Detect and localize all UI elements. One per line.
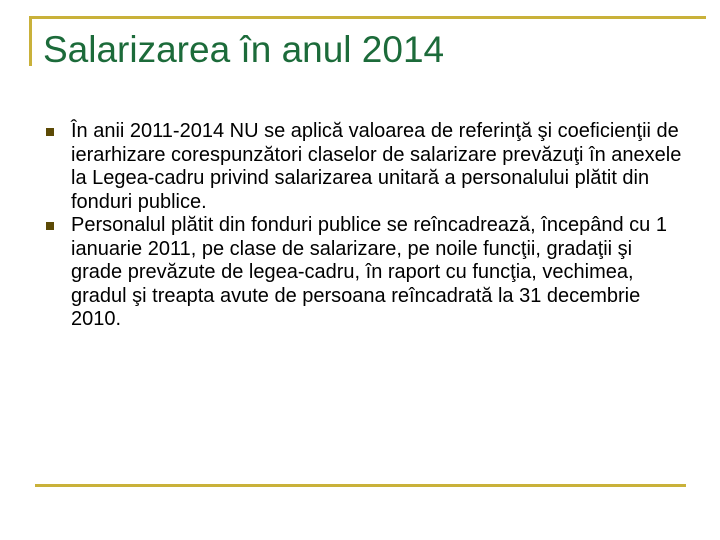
left-rule — [29, 16, 32, 66]
bullet-item — [46, 214, 686, 332]
top-rule — [29, 16, 706, 19]
bullet-text: Personalul plătit din fonduri publice se reîncadrează, începând cu 1 ianuarie 2011, pe clase de salarizare, pe noile funcţii, gradaţii şi grade prevăzute de legea-cadru, în raport cu funcţia, vechimea, gradul şi treapta avute de persoana reîncadrată la 31 decembrie 2010. — [71, 214, 667, 330]
square-bullet-icon — [46, 222, 54, 230]
slide-title: Salarizarea în anul 2014 — [43, 29, 445, 70]
square-bullet-icon — [46, 128, 54, 136]
bottom-rule — [35, 484, 686, 487]
bullet-item — [46, 120, 686, 214]
bullet-text: În anii 2011-2014 NU se aplică valoarea de referinţă şi coeficienţii de ierarhizare corespunzători claselor de salarizare prevăzuţi în anexele la Legea-cadru privind salarizarea unitară a personalului plătit din fonduri publice. — [71, 120, 682, 213]
bullet-list — [46, 120, 686, 332]
